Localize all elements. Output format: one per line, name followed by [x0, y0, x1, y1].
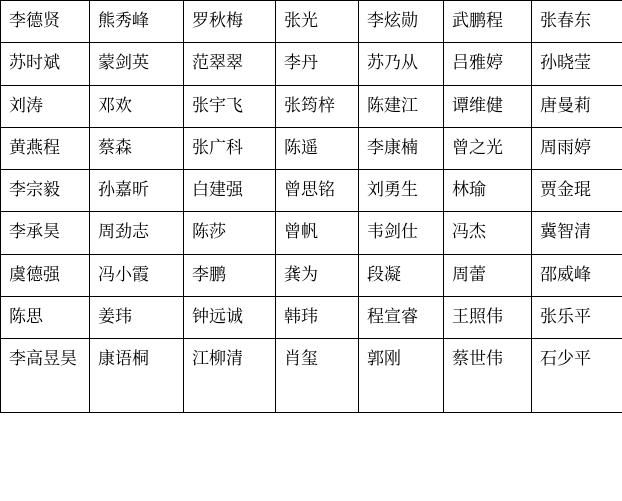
- table-cell: 康语桐: [90, 339, 184, 413]
- table-cell: 冀智清: [532, 212, 622, 254]
- table-cell: 陈遥: [276, 127, 359, 169]
- table-cell: 李承昊: [1, 212, 90, 254]
- table-cell: 蔡森: [90, 127, 184, 169]
- table-row: [1, 339, 622, 413]
- table-cell: 陈思: [1, 296, 90, 338]
- table-cell: 周劲志: [90, 212, 184, 254]
- table-row: [1, 85, 622, 127]
- table-cell: 苏时斌: [1, 43, 90, 85]
- table-cell: 范翠翠: [184, 43, 276, 85]
- table-cell: 张乐平: [532, 296, 622, 338]
- table-row: [1, 296, 622, 338]
- table-cell: 张筠梓: [276, 85, 359, 127]
- table-cell: 石少平: [532, 339, 622, 413]
- table-cell: 贾金琨: [532, 170, 622, 212]
- table-cell: 龚为: [276, 254, 359, 296]
- table-row: [1, 170, 622, 212]
- table-cell: 刘勇生: [359, 170, 444, 212]
- table-row: [1, 43, 622, 85]
- table-cell: 李宗毅: [1, 170, 90, 212]
- table-cell: 韦剑仕: [359, 212, 444, 254]
- table-cell: 蒙剑英: [90, 43, 184, 85]
- table-cell: 邵威峰: [532, 254, 622, 296]
- table-cell: 周雨婷: [532, 127, 622, 169]
- table-cell: 孙晓莹: [532, 43, 622, 85]
- table-cell: 林瑜: [444, 170, 532, 212]
- table-cell: 冯杰: [444, 212, 532, 254]
- table-cell: 曾之光: [444, 127, 532, 169]
- table-cell: 李丹: [276, 43, 359, 85]
- table-cell: 段凝: [359, 254, 444, 296]
- table-cell: 韩玮: [276, 296, 359, 338]
- table-row: [1, 127, 622, 169]
- table-cell: 陈建江: [359, 85, 444, 127]
- table-cell: 李炫勋: [359, 1, 444, 43]
- table-cell: 苏乃从: [359, 43, 444, 85]
- table-cell: 曾帆: [276, 212, 359, 254]
- table-cell: 谭维健: [444, 85, 532, 127]
- table-cell: 孙嘉昕: [90, 170, 184, 212]
- table-cell: 张光: [276, 1, 359, 43]
- table-cell: 李康楠: [359, 127, 444, 169]
- table-cell: 张广科: [184, 127, 276, 169]
- table-cell: 李德贤: [1, 1, 90, 43]
- table-cell: 陈莎: [184, 212, 276, 254]
- table-cell: 吕雅婷: [444, 43, 532, 85]
- table-cell: 李鹏: [184, 254, 276, 296]
- table-cell: 江柳清: [184, 339, 276, 413]
- table-cell: 熊秀峰: [90, 1, 184, 43]
- table-cell: 李高昱昊: [1, 339, 90, 413]
- table-row: [1, 1, 622, 43]
- table-cell: 唐曼莉: [532, 85, 622, 127]
- table-cell: 张春东: [532, 1, 622, 43]
- table-cell: 程宣睿: [359, 296, 444, 338]
- table-row: [1, 212, 622, 254]
- table-cell: 蔡世伟: [444, 339, 532, 413]
- table-cell: 郭刚: [359, 339, 444, 413]
- table-cell: 罗秋梅: [184, 1, 276, 43]
- table-cell: 姜玮: [90, 296, 184, 338]
- table-row: [1, 254, 622, 296]
- table-cell: 白建强: [184, 170, 276, 212]
- table-cell: 张宇飞: [184, 85, 276, 127]
- table-cell: 武鹏程: [444, 1, 532, 43]
- table-cell: 肖玺: [276, 339, 359, 413]
- table-cell: 周蕾: [444, 254, 532, 296]
- table-cell: 钟远诚: [184, 296, 276, 338]
- table-cell: 邓欢: [90, 85, 184, 127]
- table-cell: 刘涛: [1, 85, 90, 127]
- table-cell: 王照伟: [444, 296, 532, 338]
- names-table-body: [1, 1, 622, 413]
- table-cell: 虞德强: [1, 254, 90, 296]
- table-cell: 冯小霞: [90, 254, 184, 296]
- table-cell: 曾思铭: [276, 170, 359, 212]
- table-cell: 黄燕程: [1, 127, 90, 169]
